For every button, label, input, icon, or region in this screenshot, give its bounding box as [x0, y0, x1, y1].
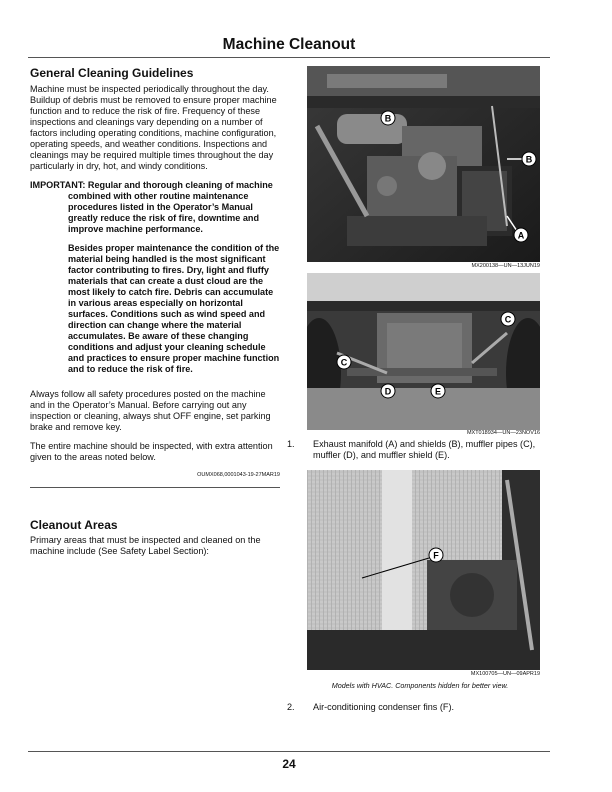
page-title: Machine Cleanout	[222, 36, 356, 53]
svg-text:E: E	[434, 386, 442, 397]
footer-rule	[28, 751, 550, 752]
svg-text:A: A	[517, 230, 525, 241]
important-note-continued: Besides proper maintenance the condition of the material being handled is the most significant factor contributing to fires. Dry, light and fluffy materials that can create a dust cloud are the most likely to catch fire. Debris can accumulate in various areas especially on horizontal surfaces. Conditions such as wind speed and direction can change where the material accumulates. Be aware of these changing conditions and adjust your cleaning schedule and practices to ensure proper machine function and to reduce the risk of fire.	[68, 243, 280, 374]
engine-photo	[307, 66, 540, 262]
svg-text:D: D	[384, 386, 392, 397]
svg-text:C: C	[504, 314, 512, 325]
safety-text: Always follow all safety procedures posted on the machine and in the Operator’s Manual. Before carrying out any inspection or cleaning, always shut OFF engine, set parking brake and remove key.	[30, 389, 271, 432]
list-number: 2.	[287, 702, 295, 712]
fig2-id: MXT018934—UN—23NOV16	[466, 430, 540, 436]
general-intro: Machine must be inspected periodically throughout the day. Buildup of debris must be removed to ensure proper machine function and to reduce the risk of fire. Frequency of these inspections and cleanings vary depending on a number of factors including operating conditions, machine configuration, operating speeds, and weather conditions. Inspections and cleanings may be required multiple times throughout the day particularly in dry, hot, and windy conditions.	[30, 84, 277, 171]
svg-text:F: F	[433, 550, 439, 561]
header-rule	[28, 57, 550, 58]
fig3-caption: Models with HVAC. Components hidden for better view.	[331, 681, 509, 690]
callout-c-left	[337, 355, 351, 369]
page-number: 24	[282, 757, 296, 771]
fig3-id: MX100705—UN—09APR19	[470, 671, 540, 677]
svg-text:B: B	[384, 113, 392, 124]
cleanout-section	[30, 518, 280, 557]
list-item-1	[287, 439, 550, 461]
general-section	[30, 66, 280, 488]
callout-e	[431, 384, 445, 398]
general-heading: General Cleaning Guidelines	[30, 66, 194, 80]
inspection-text: The entire machine should be inspected, with extra attention given to the areas noted below.	[30, 441, 273, 462]
condenser-photo	[307, 470, 540, 670]
list-text: Air-conditioning condenser fins (F).	[313, 702, 455, 712]
important-note: IMPORTANT: Regular and thorough cleaning of machine combined with other routine maintenance procedures listed in the Operator’s Manual greatly reduce the risk of fire, downtime and improve machine performance.	[30, 180, 273, 234]
reference-code: OUMX068,0001043-19-27MAR19	[197, 472, 280, 478]
svg-text:B: B	[525, 154, 533, 165]
callout-b-top	[381, 111, 395, 125]
callout-d	[381, 384, 395, 398]
fig1-id: MX200138—UN—13JUN19	[471, 263, 540, 269]
cleanout-text: Primary areas that must be inspected and cleaned on the machine include (See Safety Label Section):	[30, 535, 261, 556]
underside-photo	[307, 273, 540, 430]
list-text: Exhaust manifold (A) and shields (B), muffler pipes (C), muffler (D), and muffler shield (E).	[313, 439, 536, 460]
section-rule	[30, 487, 280, 488]
cleanout-heading: Cleanout Areas	[30, 518, 118, 532]
callout-c-right	[501, 312, 515, 326]
list-item-2	[287, 702, 550, 713]
svg-text:C: C	[340, 357, 348, 368]
list-number: 1.	[287, 439, 295, 449]
